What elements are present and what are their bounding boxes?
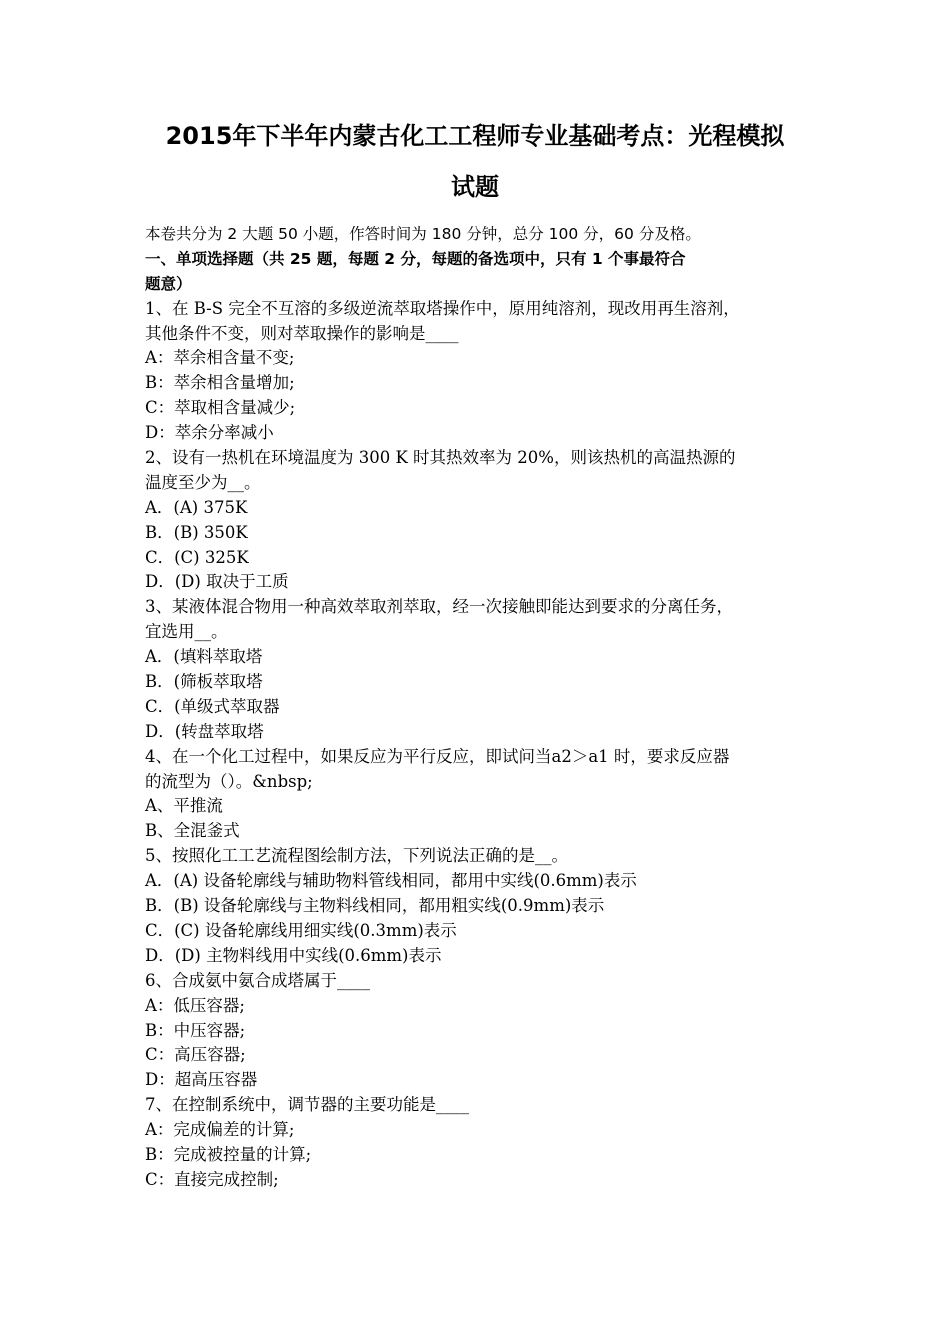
question-7-option-c: C：直接完成控制; <box>145 1169 279 1189</box>
section-heading-line1: 一、单项选择题（共 25 题，每题 2 分，每题的备选项中，只有 1 个事最符合 <box>145 249 686 268</box>
question-3-option-d: D．(转盘萃取塔 <box>145 721 264 741</box>
question-6-option-a: A：低压容器; <box>145 995 245 1015</box>
question-2-text: 2、设有一热机在环境温度为 300 K 时其热效率为 20%，则该热机的高温热源的 <box>145 448 736 468</box>
exam-intro: 本卷共分为 2 大题 50 小题，作答时间为 180 分钟，总分 100 分，60 分及格。 <box>145 225 701 243</box>
question-6-option-b: B：中压容器; <box>145 1020 246 1040</box>
question-7-option-b: B：完成被控量的计算; <box>145 1144 312 1164</box>
question-2-option-d: D．(D) 取决于工质 <box>145 572 289 592</box>
document-body <box>145 222 810 1193</box>
question-5-option-d: D．(D) 主物料线用中实线(0.6mm)表示 <box>145 945 442 965</box>
question-7-option-a: A：完成偏差的计算; <box>145 1120 295 1140</box>
question-1-text-cont: 其他条件不变，则对萃取操作的影响是____ <box>145 323 459 343</box>
question-2-option-c: C．(C) 325K <box>145 547 249 567</box>
question-1-option-c: C：萃取相含量减少; <box>145 398 296 418</box>
question-5-option-b: B．(B) 设备轮廓线与主物料线相同，都用粗实线(0.9mm)表示 <box>145 896 605 916</box>
document-title-line1: 2015年下半年内蒙古化工工程师专业基础考点：光程模拟 <box>165 122 785 150</box>
question-4-option-a: A、平推流 <box>145 796 223 816</box>
question-3-text: 3、某液体混合物用一种高效萃取剂萃取，经一次接触即能达到要求的分离任务， <box>145 597 733 617</box>
question-5-text: 5、按照化工工艺流程图绘制方法，下列说法正确的是__。 <box>145 846 568 866</box>
question-6-text: 6、合成氨中氨合成塔属于____ <box>145 970 370 990</box>
question-2-text-cont: 温度至少为__。 <box>145 472 261 492</box>
question-2-option-a: A．(A) 375K <box>145 497 248 517</box>
question-1-option-d: D：萃余分率减小 <box>145 423 274 443</box>
question-6-option-c: C：高压容器; <box>145 1045 246 1065</box>
question-2-option-b: B．(B) 350K <box>145 522 248 542</box>
document-title-line2: 试题 <box>451 173 499 201</box>
question-4-text: 4、在一个化工过程中，如果反应为平行反应，即试问当a2＞a1 时，要求反应器 <box>145 746 730 766</box>
question-3-option-c: C．(单级式萃取器 <box>145 696 280 716</box>
question-5-option-c: C．(C) 设备轮廓线用细实线(0.3mm)表示 <box>145 920 457 940</box>
question-1-option-a: A：萃余相含量不变; <box>145 348 295 368</box>
question-7-text: 7、在控制系统中，调节器的主要功能是____ <box>145 1095 469 1115</box>
question-3-text-cont: 宜选用__。 <box>145 622 228 642</box>
question-1-text: 1、在 B-S 完全不互溶的多级逆流萃取塔操作中，原用纯溶剂，现改用再生溶剂， <box>145 298 740 318</box>
section-heading-line2: 题意） <box>145 274 192 293</box>
question-3-option-b: B．(筛板萃取塔 <box>145 672 263 692</box>
question-3-option-a: A．(填料萃取塔 <box>145 647 263 667</box>
question-5-option-a: A．(A) 设备轮廓线与辅助物料管线相同，都用中实线(0.6mm)表示 <box>145 871 637 891</box>
question-4-text-cont: 的流型为（）。&nbsp; <box>145 771 313 791</box>
question-1-option-b: B：萃余相含量增加; <box>145 373 295 393</box>
question-6-option-d: D：超高压容器 <box>145 1070 258 1090</box>
question-4-option-b: B、全混釜式 <box>145 821 240 841</box>
